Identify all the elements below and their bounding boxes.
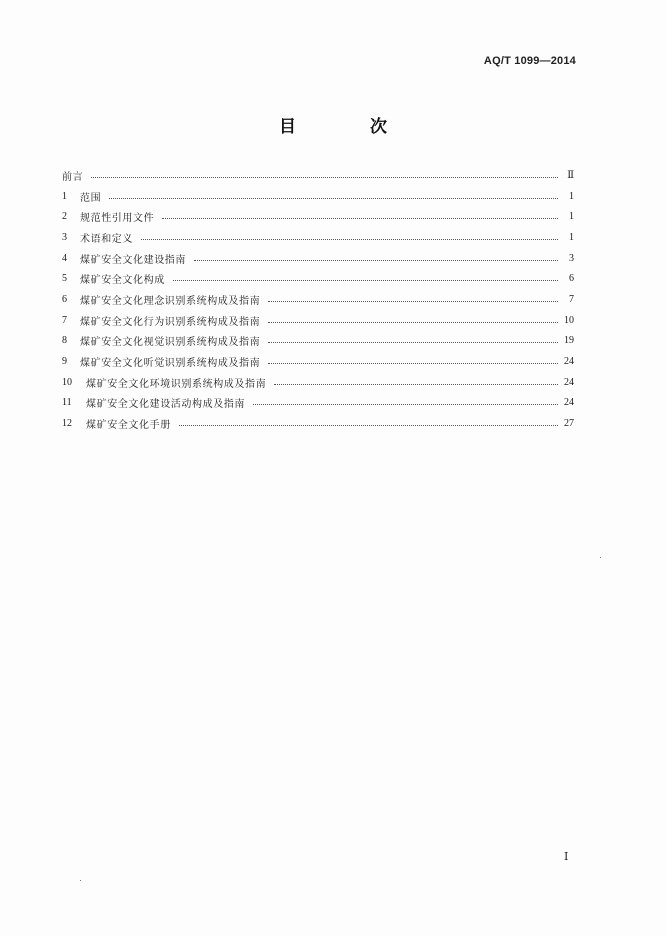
dot-leader — [274, 384, 558, 385]
toc-entry-label: 煤矿安全文化听觉识别系统构成及指南 — [80, 358, 261, 370]
toc-entry-foreword[interactable] — [62, 165, 574, 186]
toc-entry-7[interactable] — [62, 310, 574, 331]
toc-entry-label: 煤矿安全文化手册 — [86, 420, 171, 432]
toc-entry-label: 术语和定义 — [80, 233, 133, 245]
toc-entry-10[interactable] — [62, 372, 574, 393]
dot-leader — [162, 218, 558, 219]
toc-entry-page: 24 — [564, 397, 574, 409]
toc-entry-3[interactable] — [62, 227, 574, 248]
toc-entry-page: 27 — [564, 418, 574, 430]
scan-speck — [600, 557, 601, 558]
dot-leader — [194, 260, 558, 261]
toc-entry-2[interactable] — [62, 206, 574, 227]
toc-entry-page: 24 — [564, 376, 574, 388]
toc-entry-label: 煤矿安全文化构成 — [80, 275, 165, 287]
scan-speck — [80, 880, 81, 881]
toc-entry-label: 煤矿安全文化建设指南 — [80, 254, 186, 266]
toc-entry-number: 12 — [62, 418, 72, 430]
dot-leader — [173, 280, 558, 281]
table-of-contents — [62, 165, 574, 434]
toc-entry-number: 2 — [62, 211, 67, 223]
toc-entry-label: 规范性引用文件 — [80, 213, 155, 225]
toc-entry-number: 8 — [62, 335, 67, 347]
toc-entry-label: 煤矿安全文化建设活动构成及指南 — [86, 399, 245, 411]
dot-leader — [91, 177, 558, 178]
page-title: 目 次 — [279, 117, 421, 137]
dot-leader — [268, 322, 558, 323]
toc-entry-page: Ⅱ — [567, 169, 574, 181]
toc-entry-number: 9 — [62, 356, 67, 368]
toc-entry-page: 1 — [569, 211, 574, 223]
toc-entry-label: 煤矿安全文化理念识别系统构成及指南 — [80, 295, 261, 307]
toc-entry-label: 煤矿安全文化环境识别系统构成及指南 — [86, 378, 267, 390]
toc-entry-number: 7 — [62, 314, 67, 326]
toc-entry-8[interactable] — [62, 331, 574, 352]
dot-leader — [179, 425, 558, 426]
toc-entry-4[interactable] — [62, 248, 574, 269]
toc-entry-number: 6 — [62, 293, 67, 305]
toc-entry-number: 5 — [62, 273, 67, 285]
toc-entry-page: 10 — [564, 314, 574, 326]
toc-entry-label: 煤矿安全文化视觉识别系统构成及指南 — [80, 337, 261, 349]
toc-entry-page: 7 — [569, 293, 574, 305]
toc-entry-12[interactable] — [62, 413, 574, 434]
toc-entry-number: 3 — [62, 231, 67, 243]
dot-leader — [141, 239, 558, 240]
toc-entry-page: 3 — [569, 252, 574, 264]
toc-entry-page: 1 — [569, 231, 574, 243]
dot-leader — [253, 404, 558, 405]
toc-entry-1[interactable] — [62, 186, 574, 207]
standard-code: AQ/T 1099—2014 — [483, 55, 576, 67]
toc-entry-number: 1 — [62, 190, 67, 202]
dot-leader — [268, 342, 558, 343]
toc-entry-6[interactable] — [62, 289, 574, 310]
footer-page-number: Ⅰ — [564, 851, 569, 863]
toc-entry-11[interactable] — [62, 393, 574, 414]
toc-entry-page: 6 — [569, 273, 574, 285]
toc-entry-5[interactable] — [62, 268, 574, 289]
toc-entry-label: 前言 — [62, 171, 84, 183]
dot-leader — [109, 198, 558, 199]
toc-entry-label: 范围 — [80, 192, 102, 204]
toc-entry-page: 19 — [564, 335, 574, 347]
dot-leader — [268, 363, 558, 364]
toc-entry-label: 煤矿安全文化行为识别系统构成及指南 — [80, 316, 261, 328]
toc-entry-number: 10 — [62, 376, 72, 388]
toc-entry-9[interactable] — [62, 351, 574, 372]
toc-entry-page: 1 — [569, 190, 574, 202]
dot-leader — [268, 301, 558, 302]
toc-entry-page: 24 — [564, 356, 574, 368]
toc-entry-number: 4 — [62, 252, 67, 264]
toc-entry-number: 11 — [62, 397, 72, 409]
